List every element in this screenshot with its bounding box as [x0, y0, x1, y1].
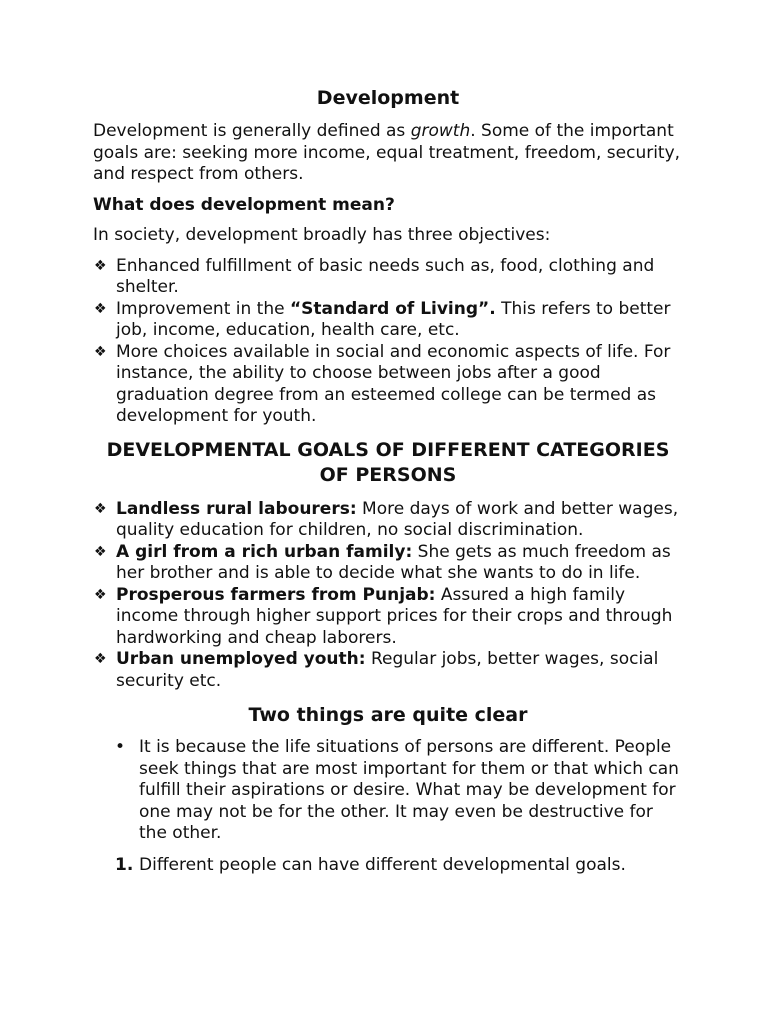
list-item: [93, 499, 683, 542]
goal-text: She gets as much freedom as her brother and is able to decide what she wants to do in life.: [116, 541, 671, 583]
list-item: [93, 256, 683, 299]
intro-text-before: Development is generally defined as: [93, 121, 411, 141]
list-item: [93, 542, 683, 585]
subsection-heading: Two things are quite clear: [248, 704, 528, 726]
goal-label: Landless rural labourers:: [116, 498, 357, 519]
objective-text: This refers to better job, income, education, health care, etc.: [116, 298, 671, 340]
dot-bullet-icon: •: [115, 737, 126, 757]
diamond-bullet-icon: ❖: [94, 343, 107, 360]
page-title: Development: [316, 87, 460, 109]
diamond-bullet-icon: ❖: [94, 651, 107, 667]
diamond-bullet-icon: ❖: [94, 586, 107, 603]
section-heading: DEVELOPMENTAL GOALS OF DIFFERENT CATEGORIES OF PERSONS: [106, 438, 670, 486]
clear-point-text: It is because the life situations of persons are different. People seek things that are most important for them or that which can fulfill their aspirations or desire. What may be development for one may not be for the other. It may even be destructive for the other.: [139, 737, 679, 843]
goal-label: Urban unemployed youth:: [116, 649, 366, 669]
goal-text: More days of work and better wages, quality education for children, no social discrimination.: [116, 498, 679, 540]
numbered-list: [93, 855, 683, 877]
goal-label: A girl from a rich urban family:: [116, 541, 413, 562]
objectives-intro: In society, development broadly has three objectives:: [93, 225, 551, 245]
goal-text: Regular jobs, better wages, social security etc.: [116, 649, 659, 691]
objective-text: Enhanced fulfillment of basic needs such as, food, clothing and shelter.: [116, 255, 655, 297]
list-number: 1.: [115, 854, 134, 875]
diamond-bullet-icon: ❖: [94, 300, 107, 317]
goals-list: [93, 499, 683, 693]
objectives-list: [93, 256, 683, 428]
numbered-text: Different people can have different developmental goals.: [139, 854, 626, 875]
clear-points-list: [93, 737, 683, 845]
list-item: [93, 855, 683, 877]
diamond-bullet-icon: ❖: [94, 543, 107, 560]
goal-text: Assured a high family income through higher support prices for their crops and through hardworking and cheap laborers.: [116, 584, 673, 648]
objective-text: More choices available in social and economic aspects of life. For instance, the ability to choose between jobs after a good graduation degree from an esteemed college can be termed as development for youth.: [116, 341, 671, 426]
list-item: [93, 737, 683, 845]
diamond-bullet-icon: ❖: [94, 500, 107, 517]
list-item: [93, 299, 683, 342]
diamond-bullet-icon: ❖: [94, 257, 107, 274]
list-item: [93, 342, 683, 428]
intro-emphasis: growth: [410, 121, 471, 141]
question-heading: What does development mean?: [93, 194, 395, 215]
intro-paragraph: [93, 121, 683, 186]
document-page: [93, 86, 683, 876]
list-item: [93, 585, 683, 650]
intro-text-after: . Some of the important goals are: seeking more income, equal treatment, freedom, security, and respect from others.: [93, 121, 681, 184]
objective-pre: Improvement in the: [116, 298, 290, 319]
objective-bold: “Standard of Living”.: [289, 298, 496, 319]
list-item: [93, 649, 683, 692]
goal-label: Prosperous farmers from Punjab:: [116, 584, 436, 605]
